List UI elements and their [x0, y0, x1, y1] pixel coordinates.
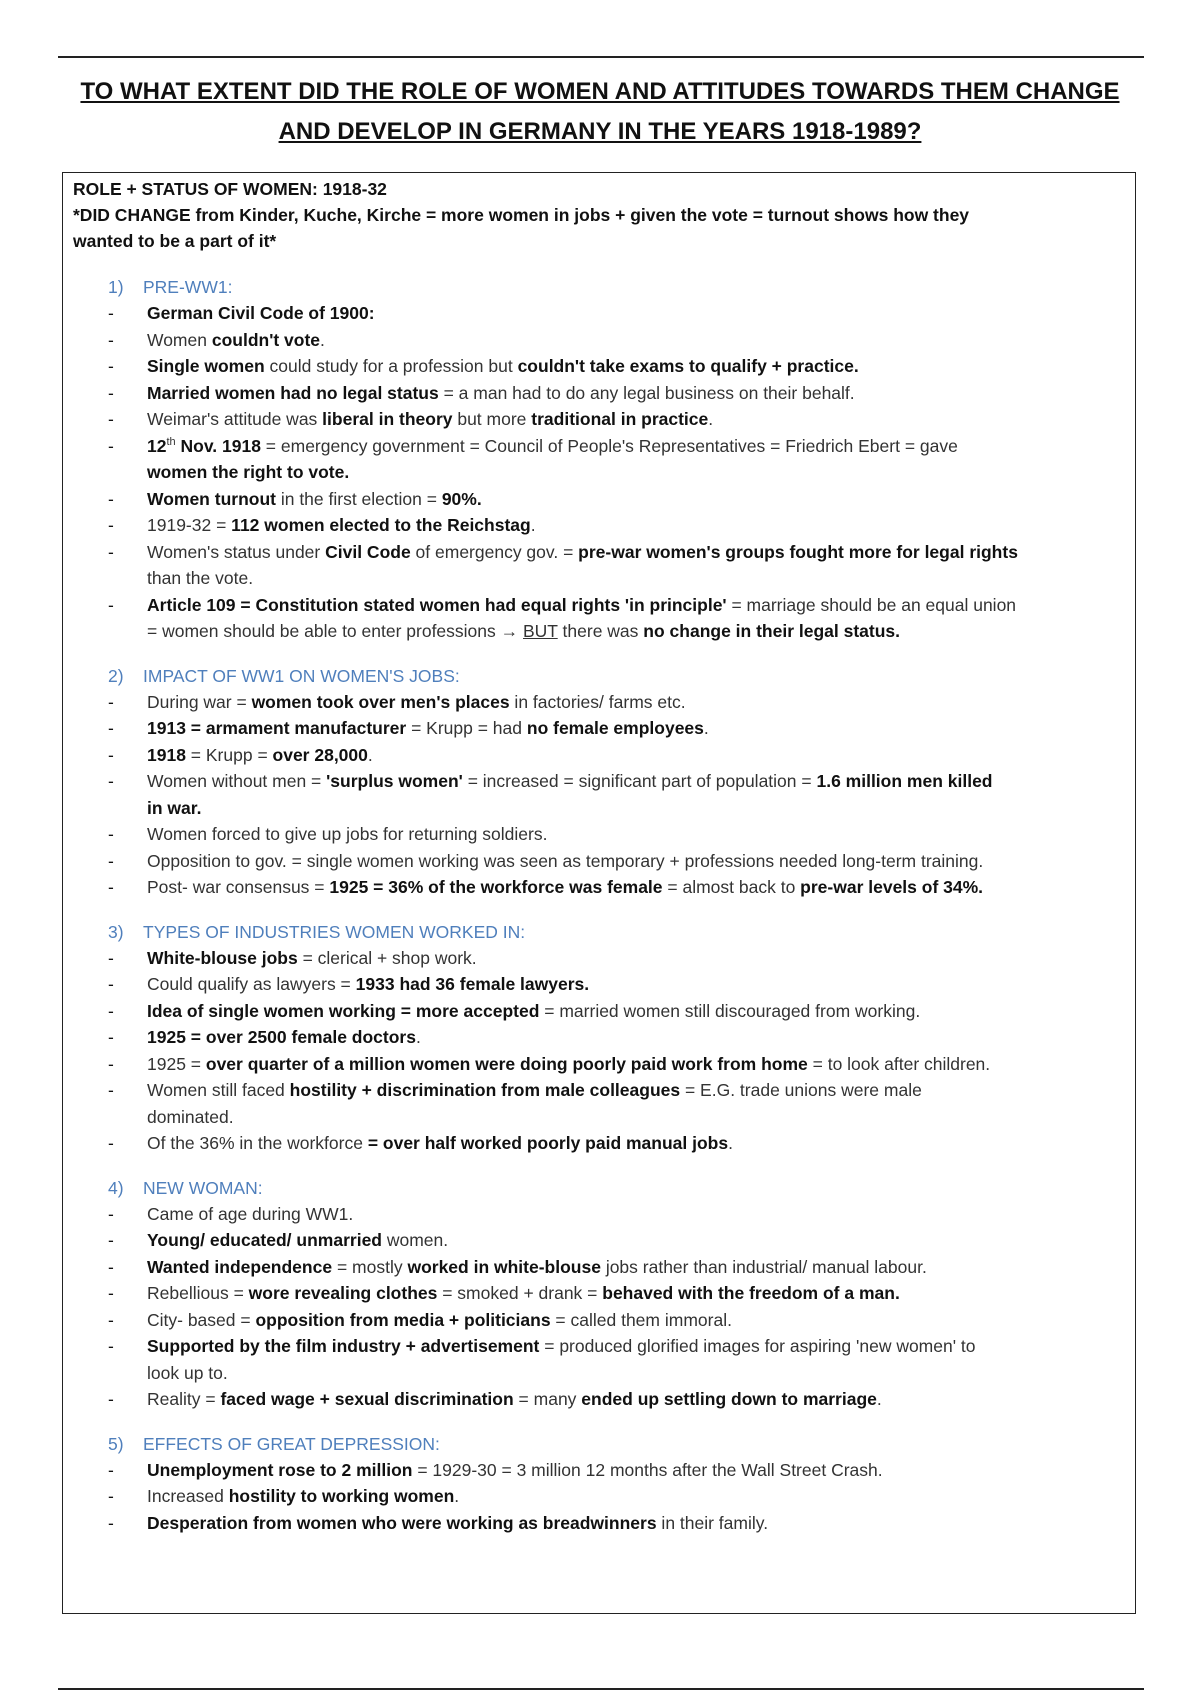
box-heading: ROLE + STATUS OF WOMEN: 1918-32 — [73, 179, 387, 199]
list-item: - Reality = faced wage + sexual discrimination = many ended up settling down to marriage. — [108, 1389, 882, 1409]
list-item: - Idea of single women working = more accepted = married women still discouraged from working. — [108, 1000, 921, 1021]
list-item: - Women without men = 'surplus women' = increased = significant part of population = 1.6 million men killed in war. — [108, 771, 993, 818]
section-new-woman — [73, 1175, 1125, 1413]
list-item: - Women's status under Civil Code of emergency gov. = pre-war women's groups fought more for legal rights than the vote. — [108, 541, 1018, 588]
section-pre-ww1 — [73, 274, 1125, 645]
list-item: - Came of age during WW1. — [108, 1203, 354, 1224]
intro-text: *DID CHANGE from Kinder, Kuche, Kirche = more women in jobs + given the vote = turnout shows how they wanted to be a part of it* — [73, 205, 970, 251]
title-line-2: AND DEVELOP IN GERMANY IN THE YEARS 1918-1989? — [278, 118, 922, 145]
list-item: - Married women had no legal status = a man had to do any legal business on their behalf. — [108, 382, 855, 403]
list-item: - Women couldn't vote. — [108, 329, 325, 350]
list-item: - 1925 = over 2500 female doctors. — [108, 1027, 421, 1047]
notes-box — [62, 172, 1136, 1614]
title-line-1: TO WHAT EXTENT DID THE ROLE OF WOMEN AND ATTITUDES TOWARDS THEM CHANGE — [80, 78, 1120, 105]
list-item: - Rebellious = wore revealing clothes = smoked + drank = behaved with the freedom of a man. — [108, 1283, 900, 1303]
list-item: - Young/ educated/ unmarried women. — [108, 1230, 449, 1250]
list-item: - German Civil Code of 1900: — [108, 303, 375, 323]
list-item: - Weimar's attitude was liberal in theory but more traditional in practice. — [108, 409, 714, 429]
list-item: - Women forced to give up jobs for returning soldiers. — [108, 824, 548, 844]
list-item: - Of the 36% in the workforce = over half worked poorly paid manual jobs. — [108, 1133, 733, 1153]
list-item: - Article 109 = Constitution stated women had equal rights 'in principle' = marriage should be an equal union = women should be able to enter professions → BUT there was no change in their legal status. — [108, 594, 1017, 641]
section-title: 3) TYPES OF INDUSTRIES WOMEN WORKED IN: — [108, 921, 526, 942]
section-impact-ww1 — [73, 663, 1125, 901]
list-item: - Post- war consensus = 1925 = 36% of the workforce was female = almost back to pre-war levels of 34%. — [108, 877, 984, 897]
section-great-depression — [73, 1431, 1125, 1537]
list-item: - 1918 = Krupp = over 28,000. — [108, 744, 373, 765]
list-item: - Women turnout in the first election = 90%. — [108, 488, 482, 509]
list-item: - City- based = opposition from media + politicians = called them immoral. — [108, 1309, 732, 1330]
section-title: 1) PRE-WW1: — [108, 277, 233, 297]
list-item: - 12th Nov. 1918 = emergency government = Council of People's Representatives = Friedrich Ebert = gave women the right to vote. — [108, 435, 958, 482]
list-item: - 1919-32 = 112 women elected to the Reichstag. — [108, 515, 536, 535]
list-item: - White-blouse jobs = clerical + shop work. — [108, 947, 477, 968]
section-title: 5) EFFECTS OF GREAT DEPRESSION: — [108, 1433, 440, 1454]
list-item: - Desperation from women who were working as breadwinners in their family. — [108, 1512, 769, 1533]
list-item: - 1913 = armament manufacturer = Krupp = had no female employees. — [108, 718, 709, 738]
list-item: - Unemployment rose to 2 million = 1929-30 = 3 million 12 months after the Wall Street Crash. — [108, 1459, 883, 1480]
bottom-rule — [58, 1688, 1144, 1690]
section-title: 4) NEW WOMAN: — [108, 1177, 263, 1198]
list-item: - 1925 = over quarter of a million women were doing poorly paid work from home = to look after children. — [108, 1053, 991, 1074]
section-title: 2) IMPACT OF WW1 ON WOMEN'S JOBS: — [108, 665, 460, 686]
top-rule — [58, 56, 1144, 58]
page-title — [60, 72, 1140, 152]
section-industries — [73, 919, 1125, 1157]
list-item: - During war = women took over men's places in factories/ farms etc. — [108, 691, 686, 712]
list-item: - Single women could study for a profession but couldn't take exams to qualify + practice. — [108, 356, 859, 376]
list-item: - Opposition to gov. = single women working was seen as temporary + professions needed long-term training. — [108, 850, 984, 871]
list-item: - Increased hostility to working women. — [108, 1486, 460, 1506]
list-item: - Women still faced hostility + discrimination from male colleagues = E.G. trade unions were male dominated. — [108, 1080, 922, 1127]
list-item: - Supported by the film industry + advertisement = produced glorified images for aspiring 'new women' to look up to. — [108, 1336, 976, 1383]
list-item: - Wanted independence = mostly worked in white-blouse jobs rather than industrial/ manual labour. — [108, 1256, 927, 1277]
list-item: - Could qualify as lawyers = 1933 had 36 female lawyers. — [108, 974, 590, 994]
